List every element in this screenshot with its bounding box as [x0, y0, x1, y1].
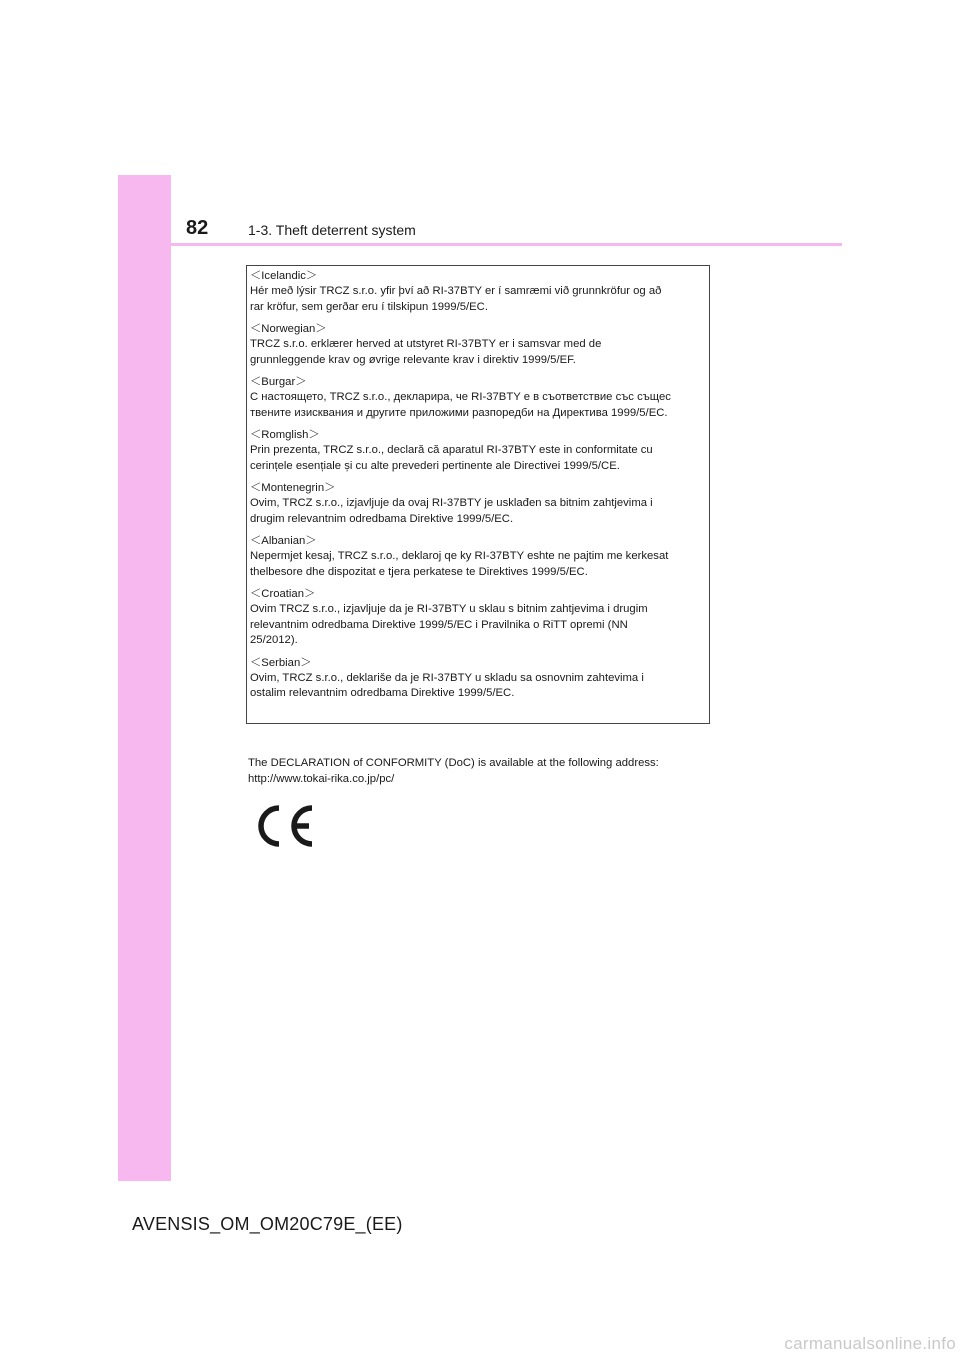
ce-mark-icon [252, 802, 316, 850]
language-heading: ＜Montenegrin＞ [250, 482, 336, 494]
declaration-text-line: Nepermjet kesaj, TRCZ s.r.o., deklaroj qe ky RI-37BTY eshte ne pajtim me kerkesat [250, 550, 669, 562]
language-heading: ＜Burgar＞ [250, 376, 307, 388]
language-heading: ＜Icelandic＞ [250, 270, 318, 282]
document-code: AVENSIS_OM_OM20C79E_(EE) [132, 1214, 403, 1234]
declaration-text-line: Ovim TRCZ s.r.o., izjavljuje da je RI-37BTY u sklau s bitnim zahtjevima i drugim [250, 603, 648, 615]
declaration-text-line: drugim relevantnim odredbama Direktive 1999/5/EC. [250, 512, 514, 525]
declaration-text-line: thelbesore dhe dispozitat e tjera perkatese te Direktives 1999/5/EC. [250, 565, 588, 578]
language-heading: ＜Romglish＞ [250, 429, 320, 441]
declaration-text-line: С настоящето, TRCZ s.r.o., декларира, че RI-37BTY е в съответствие със същес [250, 391, 671, 403]
language-heading: ＜Serbian＞ [250, 656, 312, 669]
declaration-block [250, 481, 709, 527]
declaration-block [250, 428, 709, 474]
doc-notice-line: The DECLARATION of CONFORMITY (DoC) is available at the following address: [248, 757, 659, 769]
declaration-text-line: Hér með lýsir TRCZ s.r.o. yfir því að RI-37BTY er í samræmi við grunnkröfur og að [250, 285, 662, 297]
declaration-block [250, 656, 709, 702]
header-rule [118, 243, 842, 246]
declaration-block [250, 269, 709, 315]
declaration-text-line: TRCZ s.r.o. erklærer herved at utstyret RI-37BTY er i samsvar med de [250, 338, 602, 350]
declaration-block [250, 322, 709, 368]
language-heading: ＜Norwegian＞ [250, 323, 327, 335]
language-heading: ＜Albanian＞ [250, 535, 317, 547]
declaration-text-line: cerințele esențiale și cu alte prevederi pertinente ale Directivei 1999/5/CE. [250, 459, 620, 472]
watermark: carmanualsonline.info [784, 1334, 956, 1353]
page-number: 82 [186, 217, 209, 239]
declaration-block [250, 587, 709, 649]
declaration-text-line: ostalim relevantnim odredbama Direktive 1999/5/EC. [250, 687, 515, 699]
declaration-text-line: Ovim, TRCZ s.r.o., izjavljuje da ovaj RI-37BTY je usklađen sa bitnim zahtjevima i [250, 497, 653, 509]
side-accent-band [118, 175, 171, 1181]
declarations-box [246, 265, 710, 724]
doc-url[interactable]: http://www.tokai-rika.co.jp/pc/ [248, 773, 395, 785]
language-heading: ＜Croatian＞ [250, 588, 316, 600]
section-title: 1-3. Theft deterrent system [248, 222, 416, 238]
declaration-text-line: 25/2012). [250, 634, 298, 646]
declaration-block [250, 375, 709, 421]
declaration-text-line: relevantnim odredbama Direktive 1999/5/EC i Pravilnika o RiTT opremi (NN [250, 618, 628, 631]
declaration-text-line: rar kröfur, sem gerðar eru í tilskipun 1999/5/EC. [250, 300, 488, 313]
declaration-text-line: твените изисквания и другите приложими разпоредби на Директива 1999/5/EC. [250, 406, 668, 419]
declaration-block [250, 534, 709, 580]
declaration-text-line: grunnleggende krav og øvrige relevante krav i direktiv 1999/5/EF. [250, 353, 576, 366]
declaration-text-line: Ovim, TRCZ s.r.o., deklariše da je RI-37BTY u skladu sa osnovnim zahtevima i [250, 671, 644, 684]
declaration-text-line: Prin prezenta, TRCZ s.r.o., declară că aparatul RI-37BTY este in conformitate cu [250, 444, 653, 456]
